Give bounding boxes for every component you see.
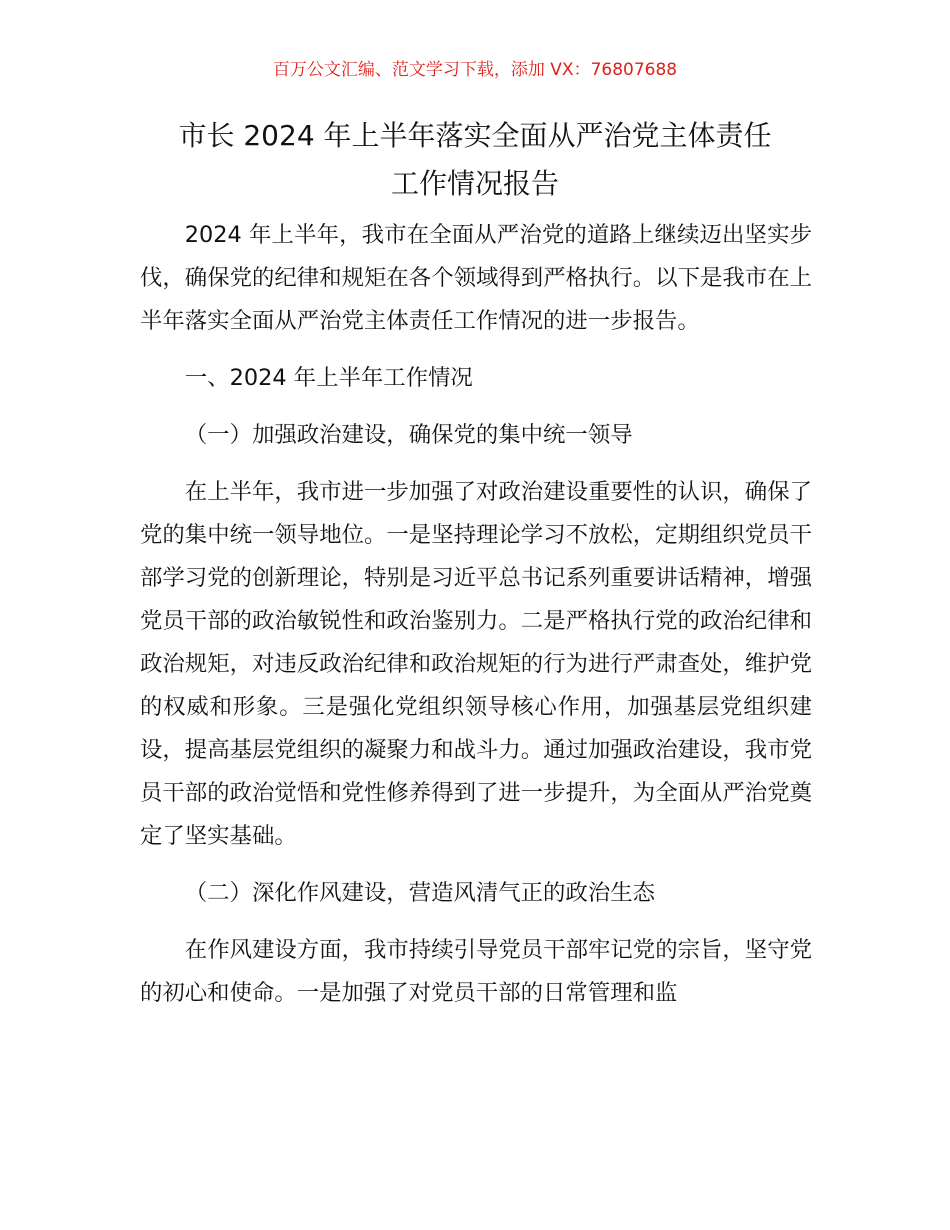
document-title [100, 112, 850, 208]
body-paragraph-2: 在作风建设方面，我市持续引导党员干部牢记党的宗旨，坚守党的初心和使命。一是加强了对党员干部的日常管理和监 [140, 937, 812, 1006]
section-heading-1: 一、2024 年上半年工作情况 [184, 365, 473, 391]
title-line-2: 工作情况报告 [390, 167, 559, 200]
subsection-heading-2: （二）深化作风建设，营造风清气正的政治生态 [184, 880, 655, 906]
subsection-heading-1: （一）加强政治建设，确保党的集中统一领导 [184, 422, 633, 448]
header-note: 百万公文汇编、范文学习下载，添加 VX：76807688 [272, 60, 678, 80]
title-line-1: 市长 2024 年上半年落实全面从严治党主体责任 [178, 119, 772, 152]
intro-paragraph: 2024 年上半年，我市在全面从严治党的道路上继续迈出坚实步伐，确保党的纪律和规矩在各个领域得到严格执行。以下是我市在上半年落实全面从严治党主体责任工作情况的进一步报告。 [140, 222, 812, 334]
body-paragraph-1: 在上半年，我市进一步加强了对政治建设重要性的认识，确保了党的集中统一领导地位。一是坚持理论学习不放松，定期组织党员干部学习党的创新理论，特别是习近平总书记系列重要讲话精神，增强党员干部的政治敏锐性和政治鉴别力。二是严格执行党的政治纪律和政治规矩，对违反政治纪律和政治规矩的行为进行严肃查处，维护党的权威和形象。三是强化党组织领导核心作用，加强基层党组织建设，提高基层党组织的凝聚力和战斗力。通过加强政治建设，我市党员干部的政治觉悟和党性修养得到了进一步提升，为全面从严治党奠定了坚实基础。 [140, 479, 812, 849]
document-body [140, 214, 812, 1029]
